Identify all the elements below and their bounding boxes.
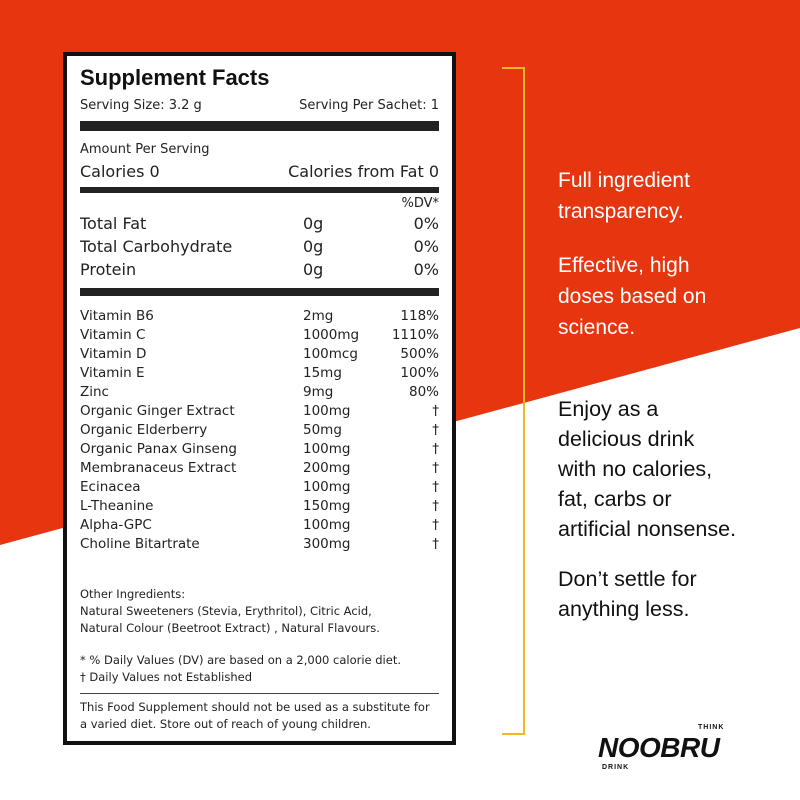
macro-dv: 0% <box>413 214 439 233</box>
claim-line: Don’t settle for <box>558 567 697 591</box>
nutrient-dv: † <box>432 403 439 419</box>
divider-thick <box>80 288 439 296</box>
nutrient-row <box>80 498 439 514</box>
claim-line: doses based on <box>558 285 707 308</box>
nutrient-amount: 300mg <box>303 536 351 552</box>
nutrient-dv: † <box>432 517 439 533</box>
nutrient-name: Ecinacea <box>80 479 141 495</box>
nutrient-dv: † <box>432 422 439 438</box>
nutrient-name: Organic Panax Ginseng <box>80 441 237 457</box>
macro-name: Total Carbohydrate <box>80 237 233 256</box>
nutrient-dv: † <box>432 460 439 476</box>
warning-line: This Food Supplement should not be used as a substitute for <box>80 700 430 714</box>
nutrient-row <box>80 365 439 381</box>
nutrient-amount: 9mg <box>303 384 334 400</box>
macro-row <box>80 214 439 233</box>
nutrient-name: Choline Bitartrate <box>80 536 200 552</box>
nutrient-amount: 150mg <box>303 498 351 514</box>
nutrient-amount: 100mcg <box>303 346 358 362</box>
footnote-not-established: † Daily Values not Established <box>80 670 253 684</box>
nutrient-amount: 200mg <box>303 460 351 476</box>
nutrient-row <box>80 346 439 362</box>
nutrient-dv: 500% <box>400 346 439 362</box>
nutrient-name: Organic Elderberry <box>80 422 208 438</box>
nutrient-name: Vitamin C <box>80 327 146 343</box>
footnote-dv: * % Daily Values (DV) are based on a 2,000 calorie diet. <box>80 653 401 667</box>
nutrient-amount: 100mg <box>303 479 351 495</box>
claim-line: anything less. <box>558 597 690 621</box>
macro-name: Total Fat <box>80 214 147 233</box>
nutrient-dv: 80% <box>408 384 439 400</box>
warning-line: a varied diet. Store out of reach of young children. <box>80 717 371 731</box>
claim-line: Effective, high <box>558 254 690 277</box>
nutrient-row <box>80 441 439 457</box>
nutrient-row <box>80 479 439 495</box>
macro-dv: 0% <box>413 260 439 279</box>
nutrient-name: L-Theanine <box>80 498 154 514</box>
nutrient-dv: † <box>432 479 439 495</box>
nutrient-row <box>80 536 439 552</box>
nutrient-dv: † <box>432 441 439 457</box>
divider-medium <box>80 187 439 193</box>
claim-dont-settle <box>558 564 697 624</box>
macro-row <box>80 260 439 279</box>
divider-thin <box>80 693 439 694</box>
nutrient-amount: 100mg <box>303 403 351 419</box>
claim-line: with no calories, <box>558 457 713 481</box>
label-title: Supplement Facts <box>80 65 270 90</box>
claim-effective <box>558 250 706 343</box>
nutrient-amount: 1000mg <box>303 327 360 343</box>
claim-line: Full ingredient <box>558 169 690 192</box>
serving-size: Serving Size: 3.2 g <box>80 98 202 113</box>
nutrient-amount: 15mg <box>303 365 342 381</box>
nutrient-row <box>80 460 439 476</box>
nutrient-name: Organic Ginger Extract <box>80 403 235 419</box>
nutrient-name: Vitamin B6 <box>80 308 154 324</box>
nutrient-name: Alpha-GPC <box>80 517 152 533</box>
nutrient-row <box>80 327 439 343</box>
macro-amount: 0g <box>303 237 324 256</box>
nutrient-amount: 100mg <box>303 441 351 457</box>
nutrient-amount: 2mg <box>303 308 334 324</box>
nutrient-amount: 50mg <box>303 422 342 438</box>
logo-bottom-text: DRINK <box>602 764 630 771</box>
macro-row <box>80 237 439 256</box>
nutrient-amount: 100mg <box>303 517 351 533</box>
macro-amount: 0g <box>303 260 324 279</box>
logo-top-text: THINK <box>698 724 725 731</box>
claim-line: science. <box>558 316 636 339</box>
logo-wordmark: NOOBRU <box>598 732 720 763</box>
divider-thick <box>80 121 439 131</box>
claim-line: delicious drink <box>558 427 695 451</box>
nutrient-name: Membranaceus Extract <box>80 460 237 476</box>
nutrient-row <box>80 517 439 533</box>
macro-amount: 0g <box>303 214 324 233</box>
nutrient-row <box>80 403 439 419</box>
claim-line: transparency. <box>558 200 684 223</box>
serving-per-sachet: Serving Per Sachet: 1 <box>299 98 439 113</box>
yellow-bracket <box>502 67 525 735</box>
nutrient-dv: 100% <box>400 365 439 381</box>
nutrient-name: Vitamin D <box>80 346 147 362</box>
other-ingredients-title: Other Ingredients: <box>80 587 186 601</box>
macro-dv: 0% <box>413 237 439 256</box>
other-ingredients-line: Natural Sweeteners (Stevia, Erythritol), Citric Acid, <box>80 604 372 618</box>
claim-line: artificial nonsense. <box>558 517 737 541</box>
nutrient-dv: † <box>432 536 439 552</box>
nutrient-row <box>80 384 439 400</box>
dv-header: %DV* <box>401 196 439 211</box>
nutrient-row <box>80 422 439 438</box>
macro-name: Protein <box>80 260 137 279</box>
claim-line: Enjoy as a <box>558 397 659 421</box>
nutrient-name: Vitamin E <box>80 365 145 381</box>
supplement-facts-label <box>63 52 456 745</box>
claim-line: fat, carbs or <box>558 487 672 511</box>
claim-transparency <box>558 165 690 227</box>
calories: Calories 0 <box>80 162 160 181</box>
other-ingredients-line: Natural Colour (Beetroot Extract) , Natural Flavours. <box>80 621 380 635</box>
amount-per-serving: Amount Per Serving <box>80 142 210 157</box>
nutrient-row <box>80 308 439 324</box>
calories-from-fat: Calories from Fat 0 <box>288 162 439 181</box>
nutrient-dv: † <box>432 498 439 514</box>
nutrient-dv: 118% <box>400 308 439 324</box>
nutrient-name: Zinc <box>80 384 109 400</box>
brand-logo <box>598 722 758 772</box>
claim-enjoy <box>558 394 736 544</box>
nutrient-dv: 1110% <box>391 327 439 343</box>
